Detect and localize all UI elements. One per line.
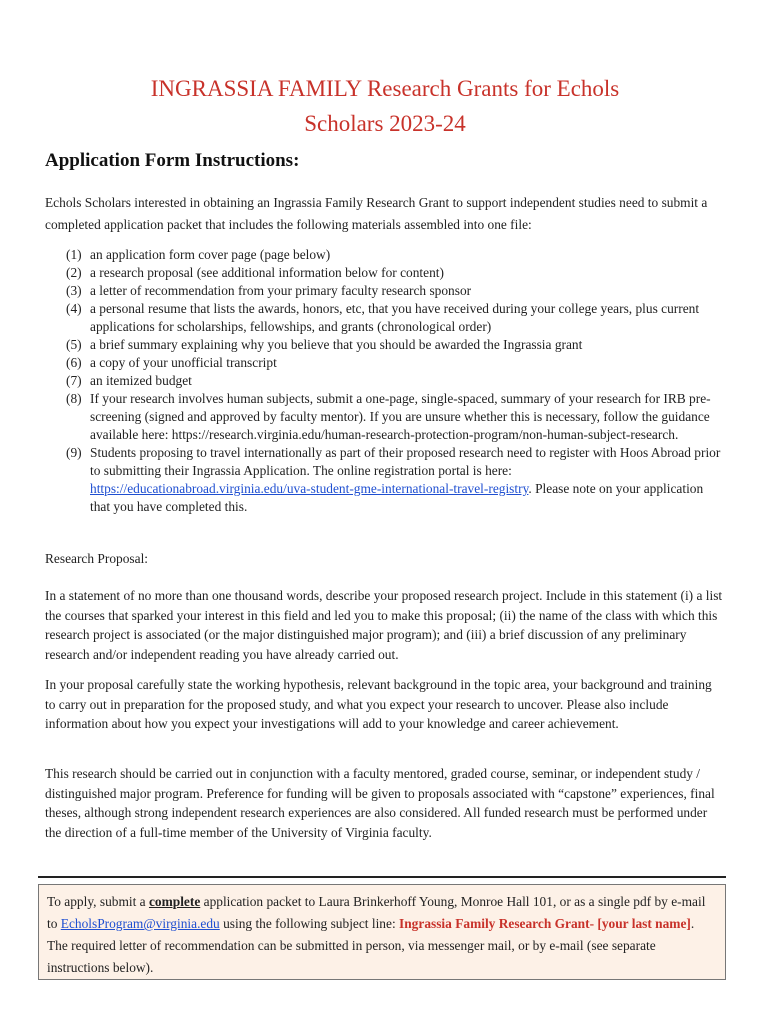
box-text-3: using the following subject line:: [219, 916, 400, 931]
list-item: [66, 336, 726, 354]
list-text: If your research involves human subjects, submit a one-page, single-spaced, summary of your research for IRB pre-screening (signed and approved by faculty mentor). If you are unsure whether this is necessary, follow the guidance available here: https://research.virginia.edu/human-research-protection-program/non-human-subject-research.: [90, 391, 711, 442]
list-number: (9): [66, 445, 82, 460]
proposal-paragraph-2: In your proposal carefully state the working hypothesis, relevant background in the topic area, your background and training to carry out in preparation for the proposed study, and what you expect your research to uncover. Please also include information about how you expect your investigations will add to your knowledge and career achievement.: [45, 677, 712, 731]
list-item: [66, 246, 726, 264]
list-text: an application form cover page (page below): [90, 247, 331, 262]
divider: [38, 876, 726, 878]
list-text: a copy of your unofficial transcript: [90, 355, 277, 370]
subject-line: Ingrassia Family Research Grant- [your last name]: [399, 916, 691, 931]
intro-paragraph: Echols Scholars interested in obtaining an Ingrassia Family Research Grant to support independent studies need to submit a completed application packet that includes the following materials assembled into one file:: [45, 195, 708, 232]
list-number: (8): [66, 391, 82, 406]
list-text: an itemized budget: [90, 373, 192, 388]
document-title-line1: INGRASSIA FAMILY Research Grants for Echols: [150, 76, 620, 101]
list-item: [66, 354, 726, 372]
box-text-2: application packet to Laura Brinkerhoff Young, Monroe Hall 101, or as a single pdf by e-mail to: [47, 894, 706, 931]
document-title-line2: Scholars 2023-24: [304, 111, 466, 136]
list-number: (4): [66, 301, 82, 316]
proposal-paragraph-1: In a statement of no more than one thousand words, describe your proposed research project. Include in this statement (i) a list the courses that sparked your interest in this field and led you to make this proposal; (ii) the name of the class with which this research project is associated (or the major distinguished major program); and (iii) a brief discussion of any preliminary research and/or independent reading you have already carried out.: [45, 588, 723, 662]
box-complete-emphasis: complete: [148, 894, 201, 909]
list-item: [66, 444, 726, 516]
list-item: [66, 390, 726, 444]
travel-registry-link[interactable]: https://educationabroad.virginia.edu/uva-student-gme-international-travel-registry: [90, 481, 529, 496]
email-link[interactable]: EcholsProgram@virginia.edu: [60, 916, 220, 931]
proposal-paragraph-3: This research should be carried out in conjunction with a faculty mentored, graded course, seminar, or independent study / distinguished major program. Preference for funding will be given to proposals associated with “capstone” experiences, final theses, although strong independent research experiences are also considered. All funded research must be performed under the direction of a full-time member of the University of Virginia faculty.: [45, 766, 715, 840]
list-number: (1): [66, 247, 82, 262]
list-item: [66, 300, 726, 336]
list-number: (7): [66, 373, 82, 388]
materials-list: [66, 246, 726, 516]
list-item: [66, 282, 726, 300]
list-text: a brief summary explaining why you believe that you should be awarded the Ingrassia grant: [90, 337, 583, 352]
box-text-4: . The required letter of recommendation can be submitted in person, via messenger mail, or by e-mail (see separate instructions below).: [47, 916, 695, 975]
item9-text-after: . Please note on your application that you have completed this.: [90, 481, 704, 514]
box-text-1: To apply, submit a: [47, 894, 149, 909]
list-number: (3): [66, 283, 82, 298]
list-number: (5): [66, 337, 82, 352]
list-text: a personal resume that lists the awards, honors, etc, that you have received during your college years, plus current applications for scholarships, fellowships, and grants (chronological order): [90, 301, 700, 334]
item9-text-before: Students proposing to travel internationally as part of their proposed research need to register with Hoos Abroad prior to submitting their Ingrassia Application. The online registration portal is here:: [90, 445, 721, 478]
list-number: (2): [66, 265, 82, 280]
list-number: (6): [66, 355, 82, 370]
apply-instructions-box: [38, 884, 726, 980]
list-text: [90, 444, 726, 516]
list-text: a research proposal (see additional information below for content): [90, 265, 444, 280]
list-item: [66, 372, 726, 390]
list-text: a letter of recommendation from your primary faculty research sponsor: [90, 283, 472, 298]
research-proposal-label: Research Proposal:: [45, 551, 149, 566]
section-heading: Application Form Instructions:: [45, 150, 300, 171]
list-item: [66, 264, 726, 282]
